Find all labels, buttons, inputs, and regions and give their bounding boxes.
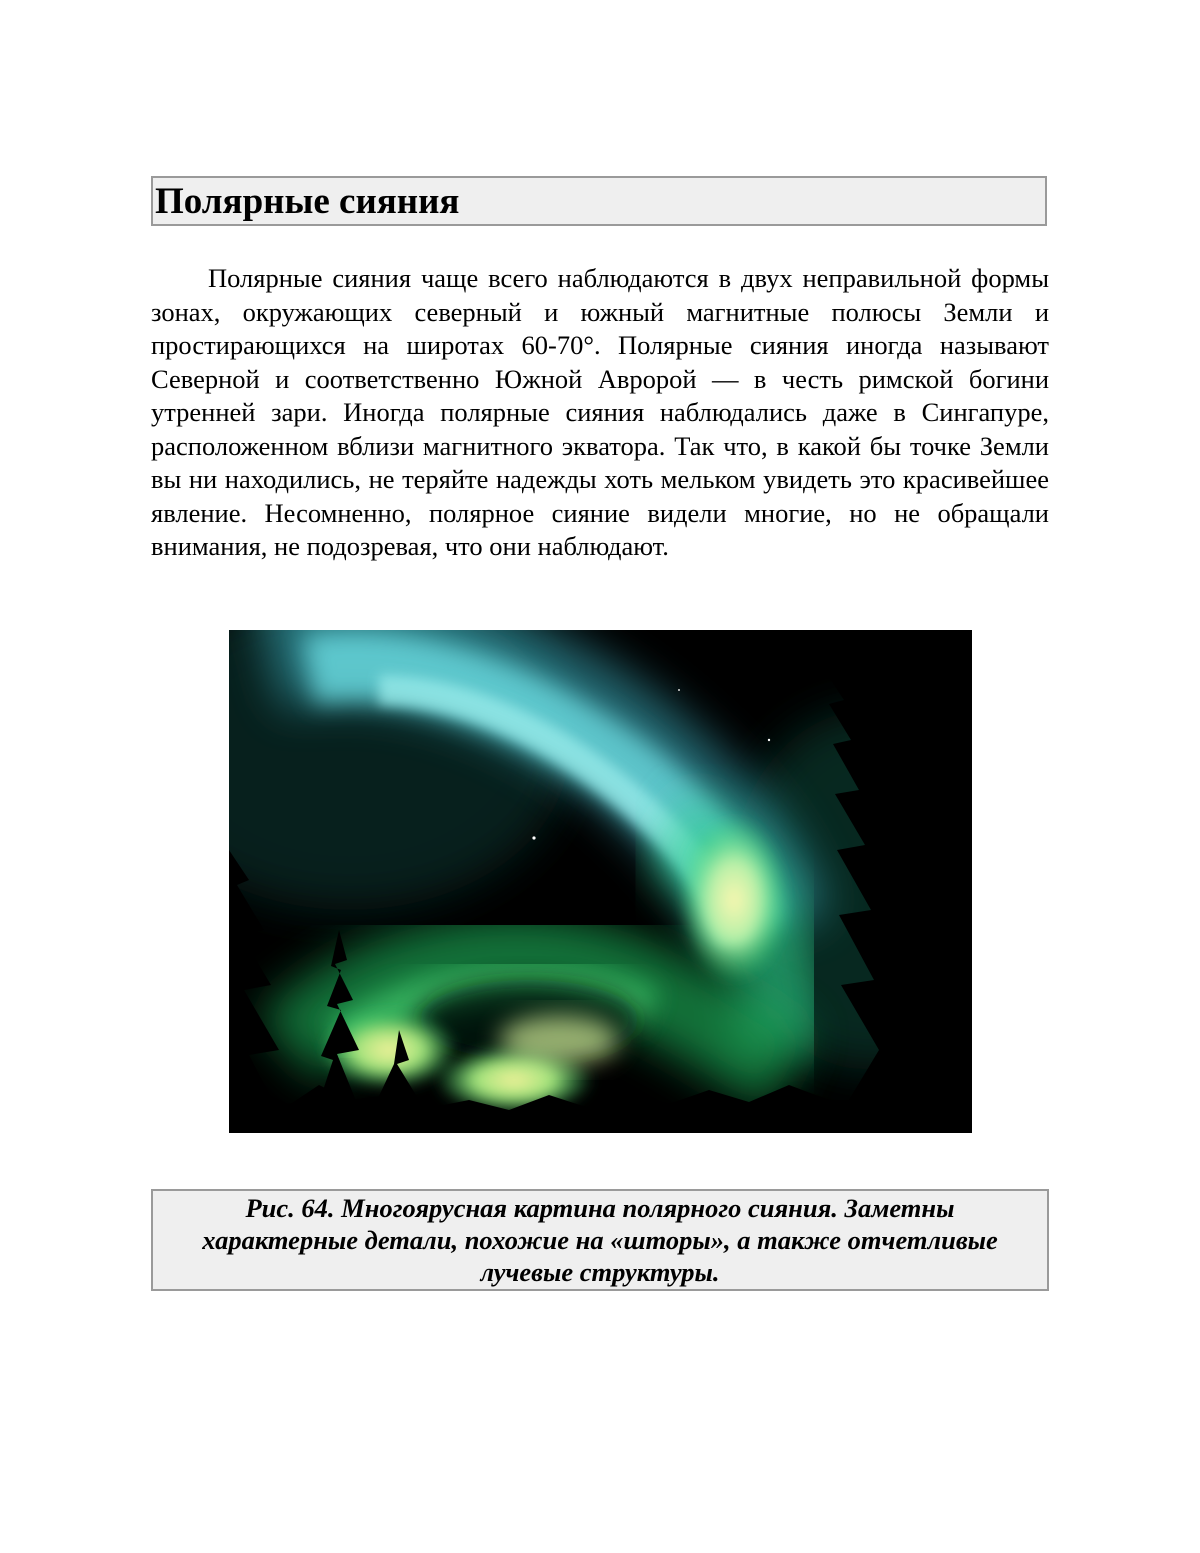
- aurora-photo: [229, 630, 972, 1133]
- figure-caption: Рис. 64. Многоярусная картина полярного сияния. Заметны характерные детали, похожие на «шторы», а также отчетливые лучевые структуры.: [202, 1193, 998, 1287]
- body-paragraph: Полярные сияния чаще всего наблюдаются в двух неправильной формы зонах, окружающих северный и южный магнитные полюсы Земли и простирающихся на широтах 60-70°. Полярные сияния иногда называют Северной и соответственно Южной Авророй — в честь римской богини утренней зари. Иногда полярные сияния наблюдались даже в Сингапуре, расположенном вблизи магнитного экватора. Так что, в какой бы точке Земли вы ни находились, не теряйте надежды хоть мельком увидеть это красивейшее явление. Несомненно, полярное сияние видели многие, но не обращали внимания, не подозревая, что они наблюдают.: [151, 263, 1049, 561]
- figure-caption-box: [151, 1189, 1049, 1291]
- section-heading-box: [151, 176, 1047, 226]
- section-title: Полярные сияния: [155, 181, 460, 222]
